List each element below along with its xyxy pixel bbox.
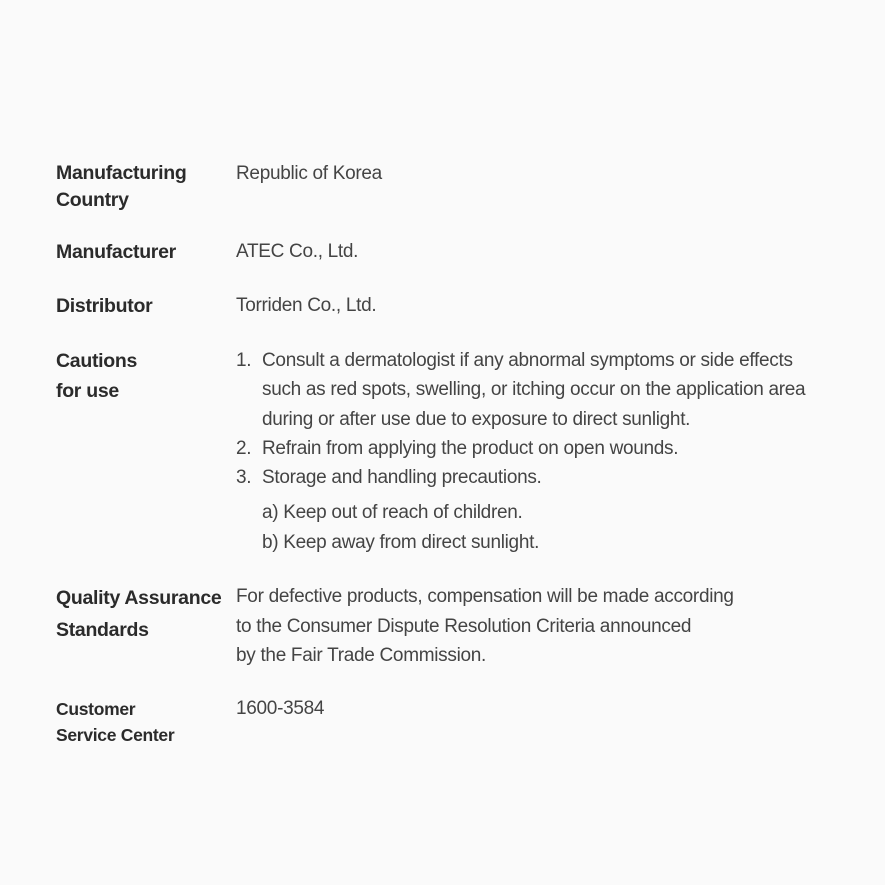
value-text: Torriden Co., Ltd. [236,295,377,316]
caution-line: Storage and handling precautions. [262,467,542,489]
row-label [56,294,234,318]
sub-item: b) Keep away from direct sunlight. [262,531,540,553]
label-line: Manufacturing [56,162,187,184]
caution-line: such as red spots, swelling, or itching occur on the application area [262,379,806,401]
label-line: Service Center [56,725,175,745]
caution-line: Consult a dermatologist if any abnormal symptoms or side effects [262,350,793,371]
row-label [56,582,234,646]
value-text: ATEC Co., Ltd. [236,241,359,262]
row-label [56,240,234,264]
label-line: for use [56,380,119,402]
value-line: For defective products, compensation will be made according [236,586,734,607]
label-line: Country [56,189,129,211]
caution-item [236,434,856,463]
row-label [56,160,234,214]
phone-number: 1600-3584 [236,698,325,719]
label-line: Standards [56,619,149,641]
caution-line: Refrain from applying the product on open wounds. [262,437,679,459]
label-line: Customer [56,699,136,719]
caution-item [236,463,856,492]
caution-line: during or after use due to exposure to direct sunlight. [262,408,691,430]
value-line: by the Fair Trade Commission. [236,645,486,666]
label-line: Distributor [56,295,153,317]
row-value [236,294,856,318]
caution-number: 3. [236,467,252,489]
row-value [236,240,856,264]
caution-item [236,346,856,434]
row-label [56,696,234,748]
storage-sub-list [236,498,856,557]
label-line: Manufacturer [56,241,176,263]
caution-list [236,346,856,492]
sub-item: a) Keep out of reach of children. [262,502,523,524]
value-line: to the Consumer Dispute Resolution Criteria announced [236,615,692,637]
caution-number: 1. [236,350,252,371]
label-line: Quality Assurance [56,587,222,609]
row-label [56,346,234,406]
value-text: Republic of Korea [236,163,382,184]
row-value [236,582,856,671]
row-value [236,346,856,557]
row-value [236,696,856,722]
caution-number: 2. [236,437,252,459]
label-line: Cautions [56,350,138,372]
row-value [236,160,856,187]
